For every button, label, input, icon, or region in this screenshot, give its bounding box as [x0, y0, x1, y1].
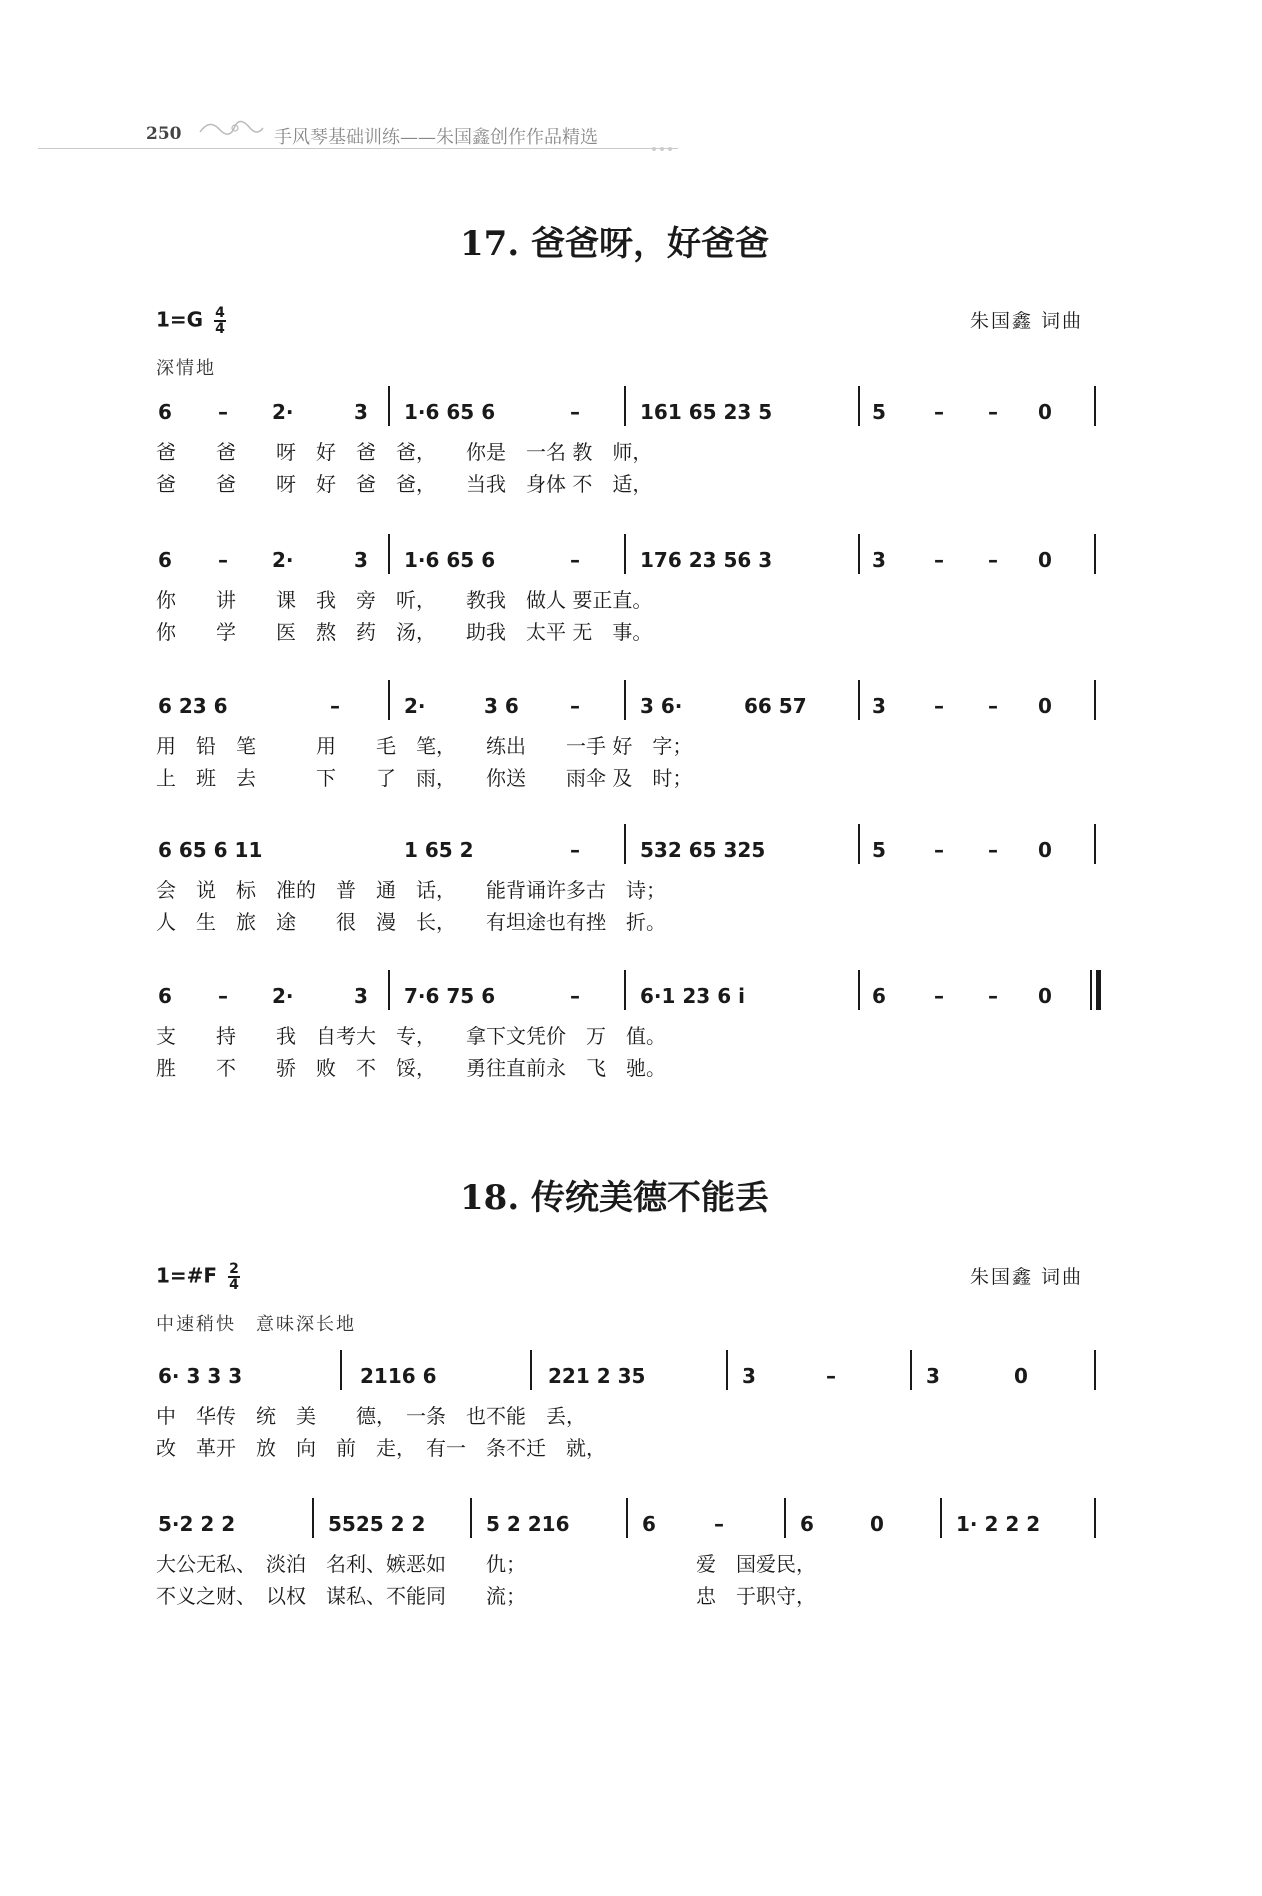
- note: –: [934, 984, 944, 1008]
- barline: [784, 1498, 786, 1538]
- note: –: [988, 548, 998, 572]
- note: 0: [1038, 984, 1052, 1008]
- barline: [1094, 1498, 1096, 1538]
- melody-line: [0, 400, 1262, 434]
- barline: [340, 1350, 342, 1390]
- lyrics-verse-2: 爸 爸 呀 好 爸 爸， 当我 身体 不 适，: [156, 472, 653, 496]
- final-barline-thin: [1090, 970, 1092, 1010]
- note-group: 161 65 23 5: [640, 400, 773, 424]
- barline: [858, 680, 860, 720]
- lyrics-verse-1: 会 说 标 准的 普 通 话， 能背诵许多古 诗；: [156, 878, 666, 902]
- barline: [858, 386, 860, 426]
- note: 3 6: [484, 694, 519, 718]
- time-bottom: 4: [215, 321, 225, 337]
- tempo-marking: 中速稍快 意味深长地: [156, 1314, 356, 1335]
- barline: [940, 1498, 942, 1538]
- note-group: 1· 2 2 2: [956, 1512, 1041, 1536]
- melody-line: [0, 548, 1262, 582]
- note: –: [570, 694, 580, 718]
- barline: [388, 680, 390, 720]
- ornament-icon: [195, 114, 265, 142]
- score-system: [0, 548, 1262, 678]
- note-group: 7·6 75 6: [404, 984, 496, 1008]
- note-group: 6· 3 3 3: [158, 1364, 243, 1388]
- lyrics-verse-1: 爸 爸 呀 好 爸 爸， 你是 一名 教 师，: [156, 440, 653, 464]
- barline: [1094, 680, 1096, 720]
- lyrics-verse-1: 中 华传 统 美 德， 一条 也不能 丢，: [156, 1404, 586, 1428]
- note: 3: [872, 548, 886, 572]
- note: 0: [1038, 838, 1052, 862]
- key-label: 1=G: [156, 307, 204, 332]
- note: 3 6·: [640, 694, 683, 718]
- dots-icon: [650, 144, 680, 154]
- note-group: 1·6 65 6: [404, 400, 496, 424]
- lyrics-verse-1: 用 铅 笔 用 毛 笔， 练出 一手 好 字；: [156, 734, 693, 758]
- page-header: [0, 0, 1262, 160]
- note-group: 176 23 56 3: [640, 548, 773, 572]
- score-system: [0, 984, 1262, 1114]
- fermata-note: 6: [872, 984, 886, 1008]
- lyrics-verse-2: 胜 不 骄 败 不 馁， 勇往直前永 飞 驰。: [156, 1056, 666, 1080]
- melody-line: [0, 984, 1262, 1018]
- barline: [624, 386, 626, 426]
- barline: [858, 824, 860, 864]
- author-credit: 朱国鑫 词曲: [970, 310, 1084, 332]
- note: –: [570, 548, 580, 572]
- note: 0: [1038, 548, 1052, 572]
- barline: [470, 1498, 472, 1538]
- note: –: [218, 984, 228, 1008]
- note-group: 5·2 2 2: [158, 1512, 236, 1536]
- note: –: [988, 694, 998, 718]
- barline: [858, 970, 860, 1010]
- time-top: 2: [229, 1261, 239, 1277]
- tempo-marking: 深情地: [156, 358, 216, 379]
- lyrics-verse-1: 支 持 我 自考大 专， 拿下文凭价 万 值。: [156, 1024, 666, 1048]
- note: –: [218, 548, 228, 572]
- song-title-18: 18. 传统美德不能丢: [460, 1178, 769, 1218]
- note: 6: [158, 400, 172, 424]
- key-signature: [156, 1262, 240, 1292]
- note-group: 2116 6: [360, 1364, 437, 1388]
- note-group: 6 65 6 11: [158, 838, 263, 862]
- time-bottom: 4: [229, 1277, 239, 1293]
- note: 3: [354, 548, 368, 572]
- note: –: [988, 984, 998, 1008]
- lyrics-verse-1: 大公无私、 淡泊 名利、嫉恶如 仇； 爱 国爱民，: [156, 1552, 816, 1576]
- note: 5: [872, 838, 886, 862]
- barline: [624, 824, 626, 864]
- note: –: [218, 400, 228, 424]
- note: –: [330, 694, 340, 718]
- score-system: [0, 838, 1262, 968]
- note: 3: [354, 984, 368, 1008]
- lyrics-verse-2: 你 学 医 熬 药 汤， 助我 太平 无 事。: [156, 620, 653, 644]
- time-signature: [228, 1262, 240, 1292]
- score-system: [0, 400, 1262, 530]
- time-top: 4: [215, 305, 225, 321]
- note: 6: [158, 984, 172, 1008]
- key-label: 1=#F: [156, 1263, 218, 1288]
- barline: [530, 1350, 532, 1390]
- note-group: 6 23 6: [158, 694, 228, 718]
- note-group: 1·6 65 6: [404, 548, 496, 572]
- score-system: [0, 694, 1262, 824]
- barline: [626, 1498, 628, 1538]
- melody-line: [0, 694, 1262, 728]
- note-group: 532 65 325: [640, 838, 766, 862]
- song-title-17: 17. 爸爸呀，好爸爸: [460, 224, 769, 264]
- lyrics-verse-1: 你 讲 课 我 旁 听， 教我 做人 要正直。: [156, 588, 653, 612]
- barline: [726, 1350, 728, 1390]
- note: –: [570, 838, 580, 862]
- note: 66 57: [744, 694, 807, 718]
- melody-line: [0, 1512, 1262, 1546]
- key-signature: [156, 306, 226, 336]
- final-barline-thick: [1096, 970, 1101, 1010]
- note: 2·: [272, 400, 294, 424]
- note: 3: [926, 1364, 940, 1388]
- lyrics-verse-2: 上 班 去 下 了 雨， 你送 雨伞 及 时；: [156, 766, 693, 790]
- note: 3: [354, 400, 368, 424]
- note-group: 5 2 216: [486, 1512, 570, 1536]
- note-group: 1 65 2: [404, 838, 474, 862]
- time-signature: [214, 306, 226, 336]
- melody-line: [0, 1364, 1262, 1398]
- note: –: [934, 694, 944, 718]
- note: 2·: [272, 548, 294, 572]
- note: 3: [872, 694, 886, 718]
- book-title: 手风琴基础训练——朱国鑫创作作品精选: [274, 127, 598, 148]
- lyrics-verse-2: 人 生 旅 途 很 漫 长， 有坦途也有挫 折。: [156, 910, 666, 934]
- note: –: [934, 838, 944, 862]
- author-credit: 朱国鑫 词曲: [970, 1266, 1084, 1288]
- note: –: [934, 400, 944, 424]
- header-rule: [38, 148, 678, 149]
- note-group: 5525 2 2: [328, 1512, 426, 1536]
- note-group: 221 2 35: [548, 1364, 646, 1388]
- barline: [624, 534, 626, 574]
- score-system: [0, 1512, 1262, 1642]
- page-number: 250: [146, 124, 182, 144]
- lyrics-verse-2: 不义之财、 以权 谋私、不能同 流； 忠 于职守，: [156, 1584, 816, 1608]
- note: 6: [158, 548, 172, 572]
- barline: [388, 534, 390, 574]
- barline: [624, 970, 626, 1010]
- note: –: [934, 548, 944, 572]
- note: –: [714, 1512, 724, 1536]
- barline: [1094, 386, 1096, 426]
- note: 0: [1038, 694, 1052, 718]
- barline: [910, 1350, 912, 1390]
- note: 5: [872, 400, 886, 424]
- note: –: [826, 1364, 836, 1388]
- note: 0: [1038, 400, 1052, 424]
- barline: [624, 680, 626, 720]
- barline: [1094, 1350, 1096, 1390]
- note: 2·: [272, 984, 294, 1008]
- barline: [388, 970, 390, 1010]
- note: 3: [742, 1364, 756, 1388]
- note: 6: [642, 1512, 656, 1536]
- note: 0: [1014, 1364, 1028, 1388]
- barline: [1094, 534, 1096, 574]
- note: 0: [870, 1512, 884, 1536]
- barline: [388, 386, 390, 426]
- melody-line: [0, 838, 1262, 872]
- barline: [312, 1498, 314, 1538]
- note: 2·: [404, 694, 426, 718]
- score-system: [0, 1364, 1262, 1494]
- note-group: 6·1 23 6 i: [640, 984, 745, 1008]
- lyrics-verse-2: 改 革开 放 向 前 走， 有一 条不迁 就，: [156, 1436, 606, 1460]
- note: –: [570, 400, 580, 424]
- note: –: [570, 984, 580, 1008]
- note: –: [988, 400, 998, 424]
- note: –: [988, 838, 998, 862]
- barline: [1094, 824, 1096, 864]
- note: 6: [800, 1512, 814, 1536]
- barline: [858, 534, 860, 574]
